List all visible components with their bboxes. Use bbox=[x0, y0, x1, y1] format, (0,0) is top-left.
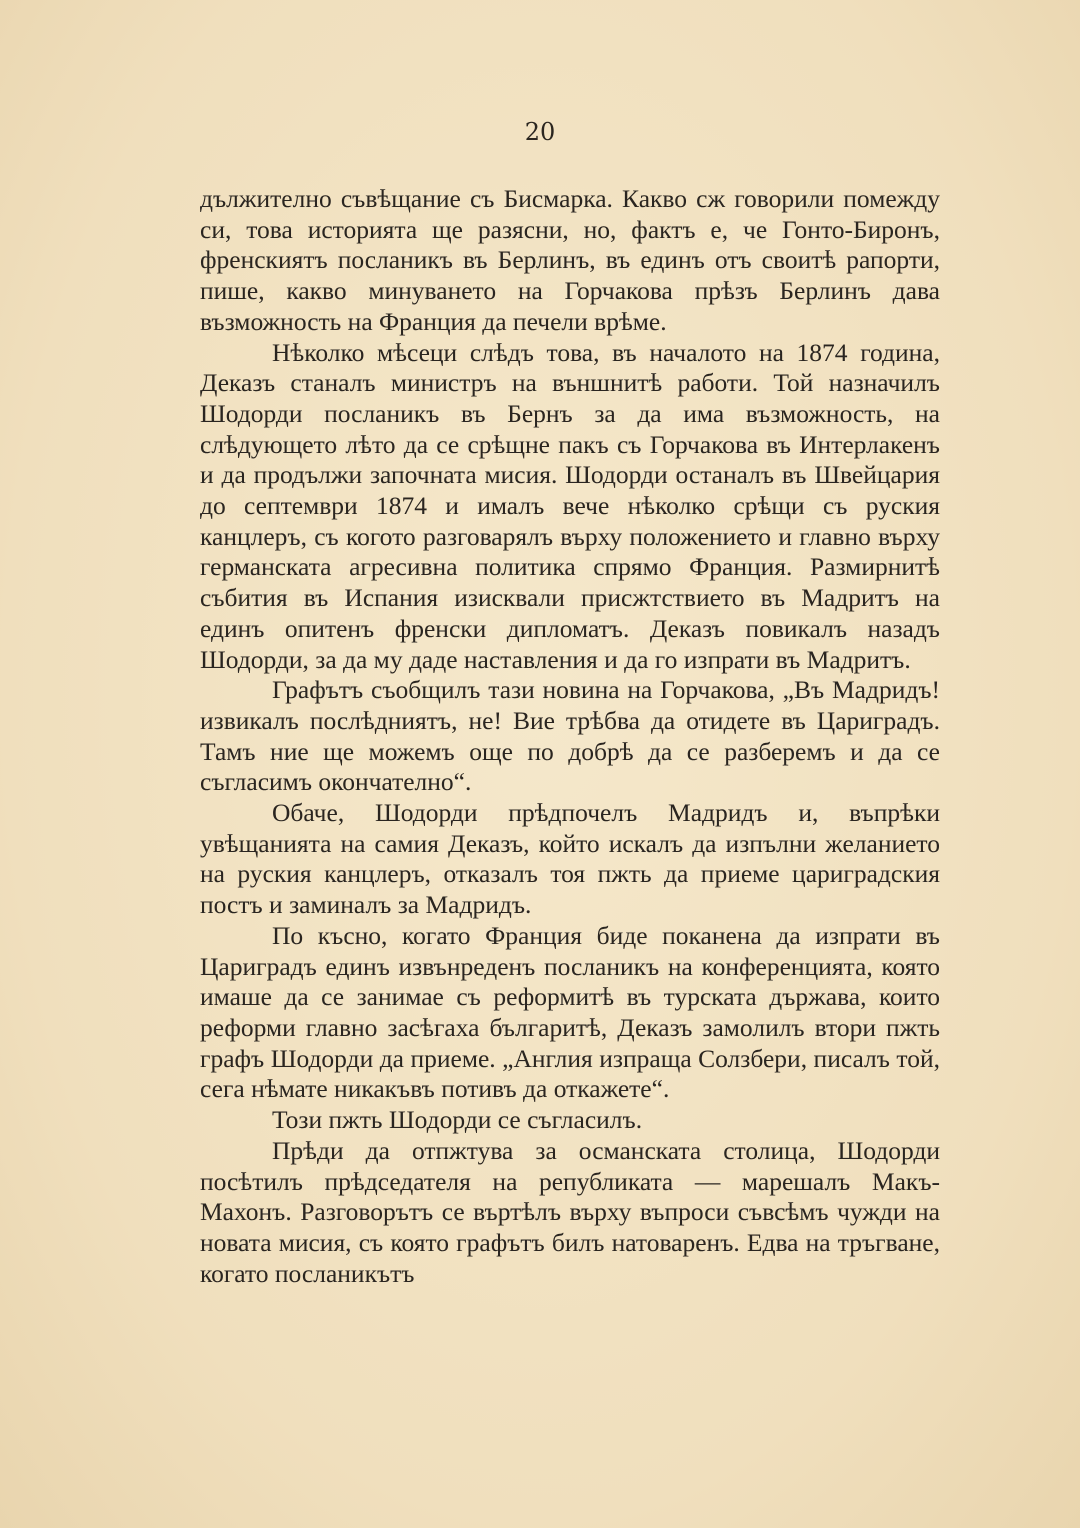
paragraph: По късно, когато Франция биде поканена да изпрати въ Цариградъ единъ извънреденъ посланикъ на конференцията, която имаше да се занимае съ реформитѣ въ турската държава, които реформи главно засѣгаха българитѣ, Деказъ замолилъ втори пжть графъ Шодорди да приеме. „Англия изпраща Солзбери, писалъ той, сега нѣмате никакъвъ потивъ да откажете“. bbox=[200, 920, 940, 1104]
paragraph: дължително съвѣщание съ Бисмарка. Какво сж говорили помежду си, това историята ще разясни, но, фактъ е, че Гонто-Биронъ, френскиятъ посланикъ въ Берлинъ, въ единъ отъ своитѣ рапорти, пише, какво минуването на Горчакова прѣзъ Берлинъ дава възможность на Франция да печели врѣме. bbox=[200, 184, 940, 336]
paragraph: Обаче, Шодорди прѣдпочелъ Мадридъ и, въпрѣки увѣщанията на самия Деказъ, който искалъ да изпълни желанието на руския канцлеръ, отказалъ тоя пжть да приеме цариградския постъ и заминалъ за Мадридъ. bbox=[200, 798, 940, 920]
paragraph: Прѣди да отпжтува за османската столица, Шодорди посѣтилъ прѣдседателя на републиката — марешалъ Макъ-Махонъ. Разговорътъ се въртѣлъ върху въпроси съвсѣмъ чужди на новата мисия, съ която графътъ билъ натоваренъ. Едва на тръгване, когато посланикътъ bbox=[200, 1135, 940, 1288]
paragraph: Нѣколко мѣсеци слѣдъ това, въ началото на 1874 година, Деказъ станалъ министръ на външнитѣ работи. Той назначилъ Шодорди посланикъ въ Бернъ за да има възможность, на слѣдующето лѣто да се срѣщне пакъ съ Горчакова въ Интерлакенъ и да продължи започната мисия. Шодорди останалъ въ Швейцария до септември 1874 и ималъ вече нѣколко срѣщи съ руския канцлеръ, съ когото разговарялъ върху положението и главно върху германската агресивна политика спрямо Франция. Размирнитѣ събития въ Испания изисквали присжтствието въ Мадритъ на единъ опитенъ френски дипломатъ. Деказъ повикалъ назадъ Шодорди, за да му даде наставления и да го изпрати въ Мадритъ. bbox=[200, 337, 940, 674]
body-text bbox=[200, 184, 940, 1289]
paragraph: Този пжть Шодорди се съгласилъ. bbox=[272, 1105, 643, 1135]
page-number: 20 bbox=[524, 118, 556, 146]
paragraph: Графътъ съобщилъ тази новина на Горчакова, „Въ Мадридъ! извикалъ послѣдниятъ, не! Вие трѣбва да отидете въ Цариградъ. Тамъ ние ще можемъ още по добрѣ да се разберемъ и да се съгласимъ окончателно“. bbox=[200, 675, 940, 797]
